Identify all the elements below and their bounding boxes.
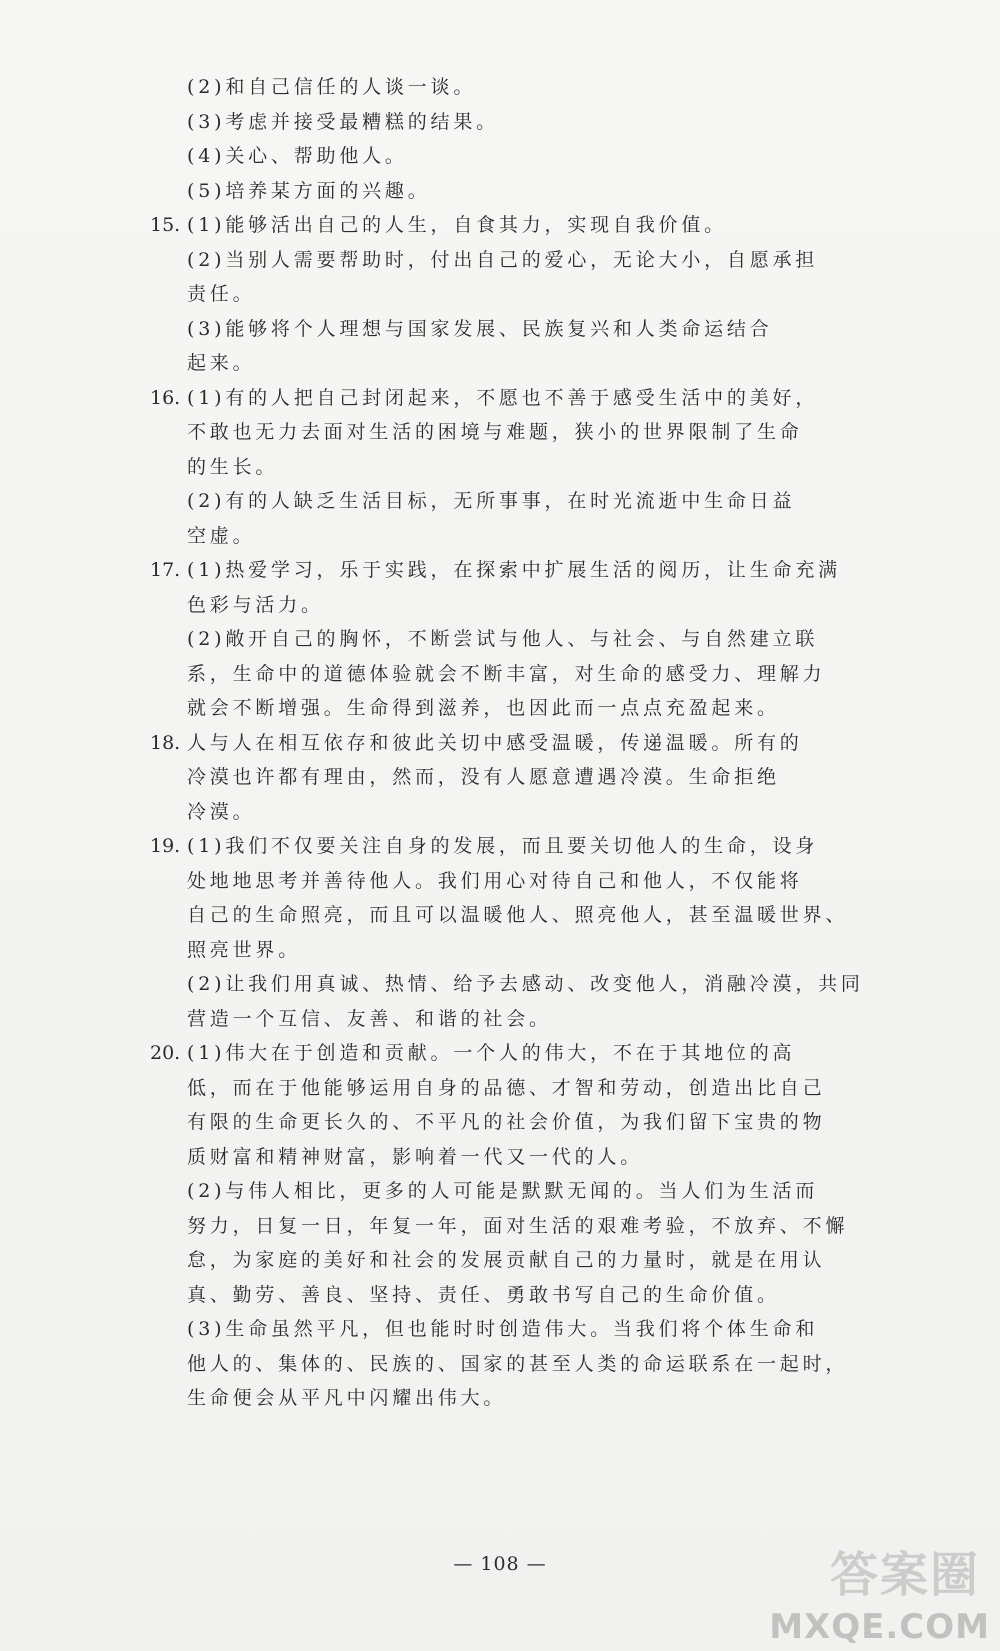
answer-line [150, 105, 950, 140]
answer-line [150, 829, 950, 864]
answer-text: (2)让我们用真诚、热情、给予去感动、改变他人，消融冷漠，共同 [187, 973, 864, 995]
question-number: 20. [150, 1042, 181, 1064]
answer-line [150, 277, 950, 312]
watermark-logo: 答案圈 [829, 1547, 980, 1603]
answer-line [150, 1312, 950, 1347]
answer-line [150, 657, 950, 692]
answer-line [150, 1140, 950, 1175]
answer-text: (1)热爱学习，乐于实践，在探索中扩展生活的阅历，让生命充满 [187, 559, 841, 581]
question-number: 15. [150, 214, 181, 236]
answer-text: 自己的生命照亮，而且可以温暖他人、照亮他人，甚至温暖世界、 [187, 904, 849, 926]
answer-line [150, 760, 950, 795]
answer-line [150, 864, 950, 899]
answer-line [150, 1381, 950, 1416]
answer-line [150, 898, 950, 933]
answer-line [150, 726, 950, 761]
answer-text: 他人的、集体的、民族的、国家的甚至人类的命运联系在一起时， [187, 1352, 849, 1375]
answer-text: 人与人在相互依存和彼此关切中感受温暖，传递温暖。所有的 [187, 731, 803, 754]
answer-text: 真、勤劳、善良、坚持、责任、勇敢书写自己的生命价值。 [187, 1283, 780, 1306]
answer-text: 冷漠。 [187, 800, 256, 823]
answer-text: (2)和自己信任的人谈一谈。 [187, 76, 477, 98]
answer-text: (1)有的人把自己封闭起来，不愿也不善于感受生活中的美好， [187, 386, 819, 409]
answer-text: (2)有的人缺乏生活目标，无所事事，在时光流逝中生命日益 [187, 490, 796, 512]
answer-text: 不敢也无力去面对生活的困境与难题，狭小的世界限制了生命 [187, 421, 803, 443]
answer-line [150, 312, 950, 347]
answer-text: 处地地思考并善待他人。我们用心对待自己和他人，不仅能将 [187, 869, 803, 892]
answer-text: (2)当别人需要帮助时，付出自己的爱心，无论大小，自愿承担 [187, 248, 819, 271]
question-number: 19. [150, 835, 181, 857]
answer-text: 的生长。 [187, 455, 279, 478]
answer-line [150, 1105, 950, 1140]
answer-line [150, 1278, 950, 1313]
question-number: 17. [150, 559, 181, 581]
answer-text: (1)伟大在于创造和贡献。一个人的伟大，不在于其地位的高 [187, 1042, 796, 1064]
answer-text: 就会不断增强。生命得到滋养，也因此而一点点充盈起来。 [187, 697, 780, 719]
answer-line [150, 1071, 950, 1106]
answer-line [150, 1347, 950, 1382]
answer-text: 怠，为家庭的美好和社会的发展贡献自己的力量时，就是在用认 [187, 1249, 826, 1271]
answer-line [150, 346, 950, 381]
answer-text: 冷漠也许都有理由，然而，没有人愿意遭遇冷漠。生命拒绝 [187, 766, 780, 788]
answer-text: 照亮世界。 [187, 938, 302, 961]
answer-line [150, 1174, 950, 1209]
answer-line [150, 519, 950, 554]
answer-text: 色彩与活力。 [187, 593, 324, 616]
answer-list [150, 70, 950, 1416]
answer-line [150, 622, 950, 657]
answer-text: (1)我们不仅要关注自身的发展，而且要关切他人的生命，设身 [187, 835, 819, 857]
answer-line [150, 70, 950, 105]
answer-line [150, 243, 950, 278]
answer-text: 起来。 [187, 352, 256, 374]
answer-text: 质财富和精神财富，影响着一代又一代的人。 [187, 1145, 644, 1168]
answer-line [150, 967, 950, 1002]
answer-line [150, 933, 950, 968]
answer-line [150, 1209, 950, 1244]
answer-line [150, 139, 950, 174]
answer-line [150, 484, 950, 519]
answer-text: (3)考虑并接受最糟糕的结果。 [187, 110, 499, 133]
answer-text: (5)培养某方面的兴趣。 [187, 179, 431, 202]
answer-line [150, 1036, 950, 1071]
answer-text: 低，而在于他能够运用自身的品德、才智和劳动，创造出比自己 [187, 1076, 826, 1099]
answer-line [150, 174, 950, 209]
answer-line [150, 208, 950, 243]
answer-text: 努力，日复一日，年复一年，面对生活的艰难考验，不放弃、不懈 [187, 1214, 849, 1237]
page-number: — 108 — [453, 1553, 547, 1575]
answer-text: 空虚。 [187, 524, 256, 547]
answer-line [150, 588, 950, 623]
answer-text: (4)关心、帮助他人。 [187, 145, 408, 167]
answer-text: (2)敞开自己的胸怀，不断尝试与他人、与社会、与自然建立联 [187, 628, 819, 650]
answer-text: 有限的生命更长久的、不平凡的社会价值，为我们留下宝贵的物 [187, 1111, 826, 1133]
answer-text: 责任。 [187, 283, 256, 305]
question-number: 16. [150, 386, 181, 409]
answer-line [150, 795, 950, 830]
answer-text: 营造一个互信、友善、和谐的社会。 [187, 1007, 552, 1030]
question-number: 18. [150, 731, 181, 754]
answer-line [150, 381, 950, 416]
answer-text: (2)与伟人相比，更多的人可能是默默无闻的。当人们为生活而 [187, 1180, 819, 1202]
answer-line [150, 415, 950, 450]
answer-text: (1)能够活出自己的人生，自食其力，实现自我价值。 [187, 214, 727, 236]
answer-line [150, 1002, 950, 1037]
answer-line [150, 450, 950, 485]
answer-text: 生命便会从平凡中闪耀出伟大。 [187, 1387, 507, 1409]
answer-text: (3)生命虽然平凡，但也能时时创造伟大。当我们将个体生命和 [187, 1318, 819, 1340]
watermark-url: MXQE.COM [769, 1607, 990, 1647]
answer-line [150, 1243, 950, 1278]
answer-line [150, 691, 950, 726]
answer-text: 系，生命中的道德体验就会不断丰富，对生命的感受力、理解力 [187, 662, 826, 685]
answer-line [150, 553, 950, 588]
answer-text: (3)能够将个人理想与国家发展、民族复兴和人类命运结合 [187, 317, 773, 340]
